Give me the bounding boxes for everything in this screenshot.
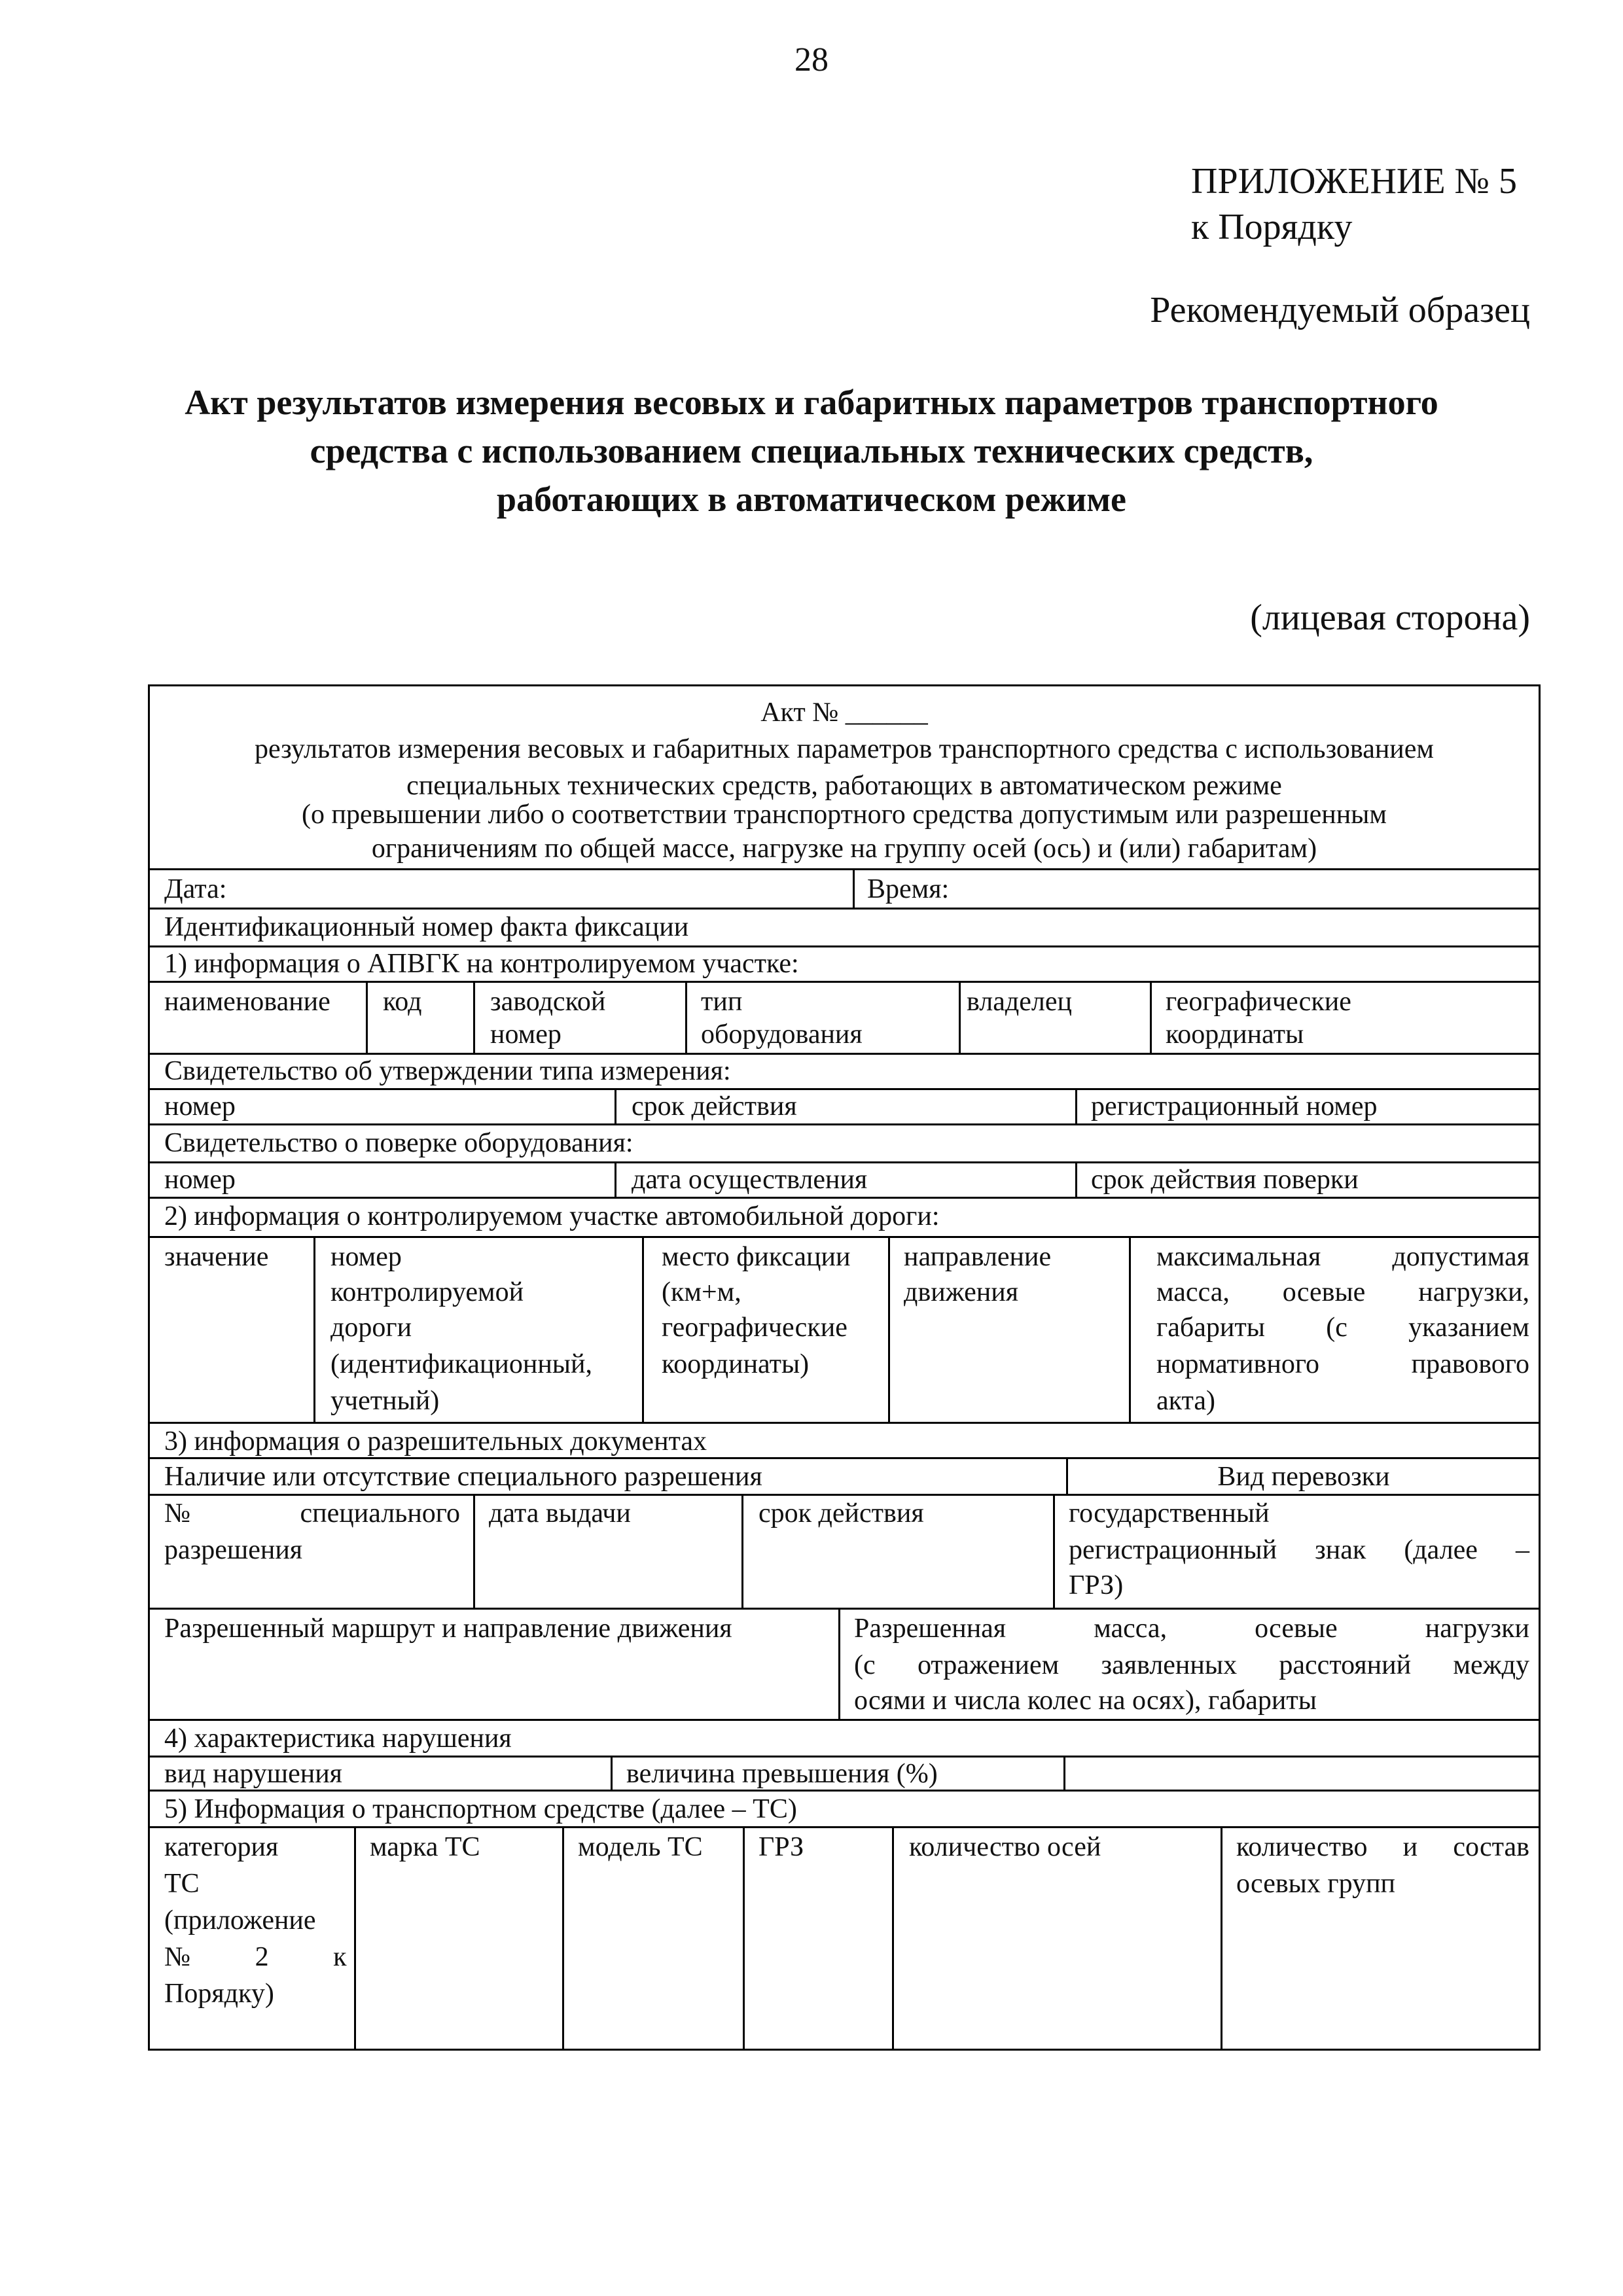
col-category: категория [164, 1832, 279, 1862]
cell-divider [1221, 1826, 1222, 2049]
col-axle-groups: осевых групп [1236, 1869, 1396, 1899]
cell-divider [888, 1236, 890, 1422]
col-max-limits: нормативного правового [1156, 1349, 1529, 1379]
col-max-limits: максимальная допустимая [1156, 1242, 1529, 1272]
side-label: (лицевая сторона) [1250, 597, 1530, 638]
cell-divider [838, 1608, 840, 1719]
cert-type-number: номер [164, 1091, 236, 1122]
route-label: Разрешенный маршрут и направление движения [164, 1614, 732, 1644]
col-place: географические [662, 1313, 847, 1343]
section-1-title: 1) информация о АПВГК на контролируемом участке: [164, 949, 799, 979]
cell-divider [366, 981, 368, 1053]
col-max-limits: габариты (с указанием [1156, 1313, 1529, 1343]
col-owner: владелец [967, 987, 1072, 1017]
date-field: Дата: [164, 874, 227, 904]
act-description-line: специальных технических средств, работающих в автоматическом режиме [406, 771, 1282, 801]
col-serial: заводской [490, 987, 606, 1017]
cell-divider [642, 1236, 644, 1422]
title-line: Акт результатов измерения весовых и габаритных параметров транспортного [185, 383, 1438, 422]
permitted-params: Разрешенная масса, осевые нагрузки [854, 1614, 1529, 1644]
cell-divider [313, 1236, 315, 1422]
row-divider [150, 868, 1539, 870]
col-max-limits: масса, осевые нагрузки, [1156, 1277, 1529, 1307]
col-category: ТС [164, 1869, 200, 1899]
col-category: Порядку) [164, 1979, 274, 2009]
cell-divider [853, 868, 855, 908]
verification-title: Свидетельство о поверке оборудования: [164, 1128, 633, 1158]
cell-divider [473, 1494, 475, 1608]
appendix-number: ПРИЛОЖЕНИЕ № 5 [1191, 161, 1517, 202]
sample-label: Рекомендуемый образец [1150, 290, 1530, 330]
row-divider [150, 1608, 1539, 1610]
permitted-params: (с отражением заявленных расстояний между [854, 1650, 1529, 1680]
col-geo: географические [1166, 987, 1351, 1017]
col-place: место фиксации [662, 1242, 851, 1272]
col-geo: координаты [1166, 1019, 1304, 1050]
cert-type-validity: срок действия [632, 1091, 797, 1122]
col-road: (идентификационный, [330, 1349, 592, 1379]
cert-type-reg-number: регистрационный номер [1091, 1091, 1378, 1122]
act-description-line: ограничениям по общей массе, нагрузке на группу осей (ось) и (или) габаритам) [371, 834, 1317, 864]
verification-validity: срок действия поверки [1091, 1165, 1359, 1195]
section-2-title: 2) информация о контролируемом участке автомобильной дороги: [164, 1201, 940, 1231]
cell-divider [1066, 1457, 1068, 1494]
section-4-title: 4) характеристика нарушения [164, 1723, 512, 1754]
act-description-line: результатов измерения весовых и габаритных параметров транспортного средства с использованием [254, 734, 1435, 764]
cell-divider [1075, 1161, 1077, 1197]
col-permit-number: № специального [164, 1498, 460, 1528]
col-road: контролируемой [330, 1277, 524, 1307]
cell-divider [741, 1494, 743, 1608]
col-direction: движения [904, 1277, 1019, 1307]
col-type: оборудования [701, 1019, 863, 1050]
col-road: учетный) [330, 1386, 440, 1416]
col-axles: количество осей [909, 1832, 1101, 1862]
cell-divider [473, 981, 475, 1053]
fact-id-label: Идентификационный номер факта фиксации [164, 912, 689, 942]
col-issue-date: дата выдачи [489, 1498, 631, 1528]
col-grz: государственный [1069, 1498, 1270, 1528]
excess-value: величина превышения (%) [626, 1759, 938, 1789]
document-title [118, 378, 1505, 523]
cell-divider [743, 1826, 745, 2049]
act-description-line: (о превышении либо о соответствии транспортного средства допустимым или разрешенным [302, 800, 1387, 830]
cell-divider [1075, 1088, 1077, 1123]
col-direction: направление [904, 1242, 1052, 1272]
appendix-label [1191, 158, 1517, 250]
col-category: № 2 к [164, 1942, 347, 1972]
cell-divider [611, 1756, 613, 1790]
cell-divider [1053, 1494, 1055, 1608]
transport-type: Вид перевозки [1217, 1462, 1390, 1492]
act-number: Акт № ______ [760, 698, 928, 728]
cell-divider [892, 1826, 894, 2049]
verification-date: дата осуществления [632, 1165, 868, 1195]
col-serial: номер [490, 1019, 562, 1050]
cell-divider [615, 1161, 616, 1197]
section-3-title: 3) информация о разрешительных документах [164, 1426, 707, 1457]
col-value: значение [164, 1242, 269, 1272]
col-place: координаты) [662, 1349, 810, 1379]
title-line: средства с использованием специальных технических средств, [310, 431, 1313, 470]
col-code: код [383, 987, 422, 1017]
section-5-title: 5) Информация о транспортном средстве (далее – ТС) [164, 1794, 797, 1824]
col-road: номер [330, 1242, 402, 1272]
col-type: тип [701, 987, 743, 1017]
cell-divider [959, 981, 961, 1053]
col-grz: регистрационный знак (далее – [1069, 1535, 1529, 1565]
cell-divider [1150, 981, 1152, 1053]
col-category: (приложение [164, 1905, 316, 1935]
col-name: наименование [164, 987, 330, 1017]
cell-divider [615, 1088, 616, 1123]
time-field: Время: [867, 874, 950, 904]
cert-type-title: Свидетельство об утверждении типа измерения: [164, 1056, 731, 1086]
col-grz: ГРЗ) [1069, 1570, 1124, 1600]
cell-divider [1063, 1756, 1065, 1790]
page-number: 28 [794, 41, 829, 79]
cell-divider [685, 981, 687, 1053]
verification-number: номер [164, 1165, 236, 1195]
col-road: дороги [330, 1313, 412, 1343]
act-form [148, 684, 1541, 2051]
appendix-reference: к Порядку [1191, 207, 1353, 247]
permit-presence: Наличие или отсутствие специального разрешения [164, 1462, 762, 1492]
cell-divider [562, 1826, 564, 2049]
col-permit-validity: срок действия [758, 1498, 924, 1528]
cell-divider [354, 1826, 356, 2049]
violation-type: вид нарушения [164, 1759, 342, 1789]
col-model: модель ТС [578, 1832, 703, 1862]
col-axle-groups: количество и состав [1236, 1832, 1529, 1862]
permitted-params: осями и числа колес на осях), габариты [854, 1686, 1317, 1716]
title-line: работающих в автоматическом режиме [497, 480, 1126, 519]
col-grz: ГРЗ [758, 1832, 804, 1862]
col-max-limits: акта) [1156, 1386, 1215, 1416]
cell-divider [1129, 1236, 1131, 1422]
row-divider [150, 1236, 1539, 1238]
col-brand: марка ТС [370, 1832, 480, 1862]
col-place: (км+м, [662, 1277, 741, 1307]
col-permit-number: разрешения [164, 1535, 303, 1565]
